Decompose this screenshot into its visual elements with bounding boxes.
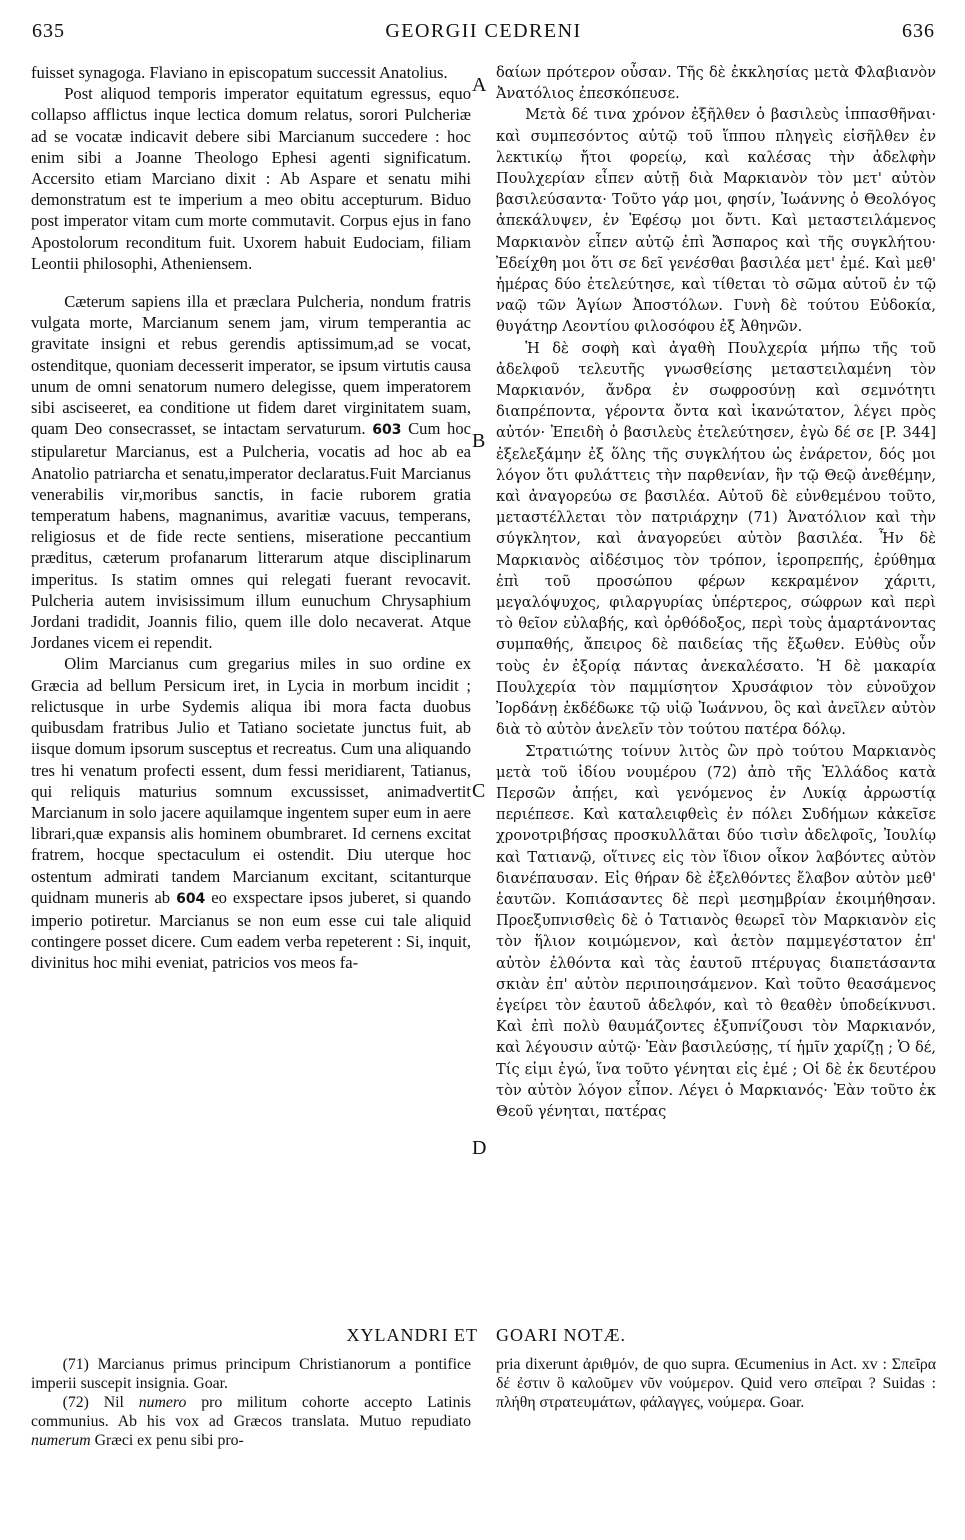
latin-paragraph: fuisset synagoga. Flaviano in episcopatum successit Anatolius. [31,63,448,82]
running-header [32,20,935,50]
greek-paragraph: δαίων πρότερον οὖσαν. Τῆς δὲ ἐκκλησίας μετὰ Φλαβιανὸν Ἀνατόλιος ἐπεσκόπευσε. [496,64,936,103]
notes-heading [31,1325,936,1349]
footnote-text: pro militum cohorte accepto Latinis communius. Ab his vox ad Græcos translata. Mutuo repudiato [31,1394,472,1430]
margin-letter-b: B [472,430,486,452]
notes-left-column [31,1355,471,1450]
latin-text: Olim Marcianus cum gregarius miles in suo ordine ex Græcia ad bellum Persicum iret, in Lycia in morbum incidit ; relictusque in urbe Sydemis aliqua ibi mora facta duobus quibusdam fratribus Julio et Tatiano societate junctus fuit, ab iisque domum ipsorum susceptus et recreatus. Cum una aliquando tres hi venatum profecti essent, dum fessi meridiarent, Tatianus, qui reliquis maturius somnum excussisset, animadvertit Marcianum in solo jacere aquilamque ingentem super eum in aere librari,quæ expansis alis hominem obumbraret. Id cernens excitat fratrem, hocque spectaculum ei ostendit. Diu uterque hoc ostentum admirati tandem Marcianum excitant, scitanturque quidnam muneris ab [31,654,471,907]
greek-paragraph [496,338,936,741]
running-title: GEORGII CEDRENI [385,20,582,42]
page-marker: [P. 344] [879,424,937,442]
folio-marker: 603 [372,422,402,439]
margin-letter-a: A [472,74,487,96]
page-number-left: 635 [32,20,65,42]
latin-paragraph [31,653,471,973]
greek-paragraph: Μετὰ δέ τινα χρόνον ἐξῆλθεν ὁ βασιλεὺς ἱππασθῆναι· καὶ συμπεσόντος αὐτῷ τοῦ ἵππου πληγεὶς εἰσῆλθεν ἐν λεκτικίῳ ἤτοι φορείῳ, καὶ καλέσας τὴν ἀδελφὴν Πουλχερίαν εἶπεν αὐτῇ διὰ Μαρκιανὸν τὸν μετ' αὐτὸν βασιλεύσαντα· Τοῦτο γάρ μοι, φησίν, Ἰωάννης ὁ Θεολόγος ἀπεκάλυψεν, ἐν Ἐφέσῳ μοι ὄντι. Καὶ μεταστειλάμενος Μαρκιανὸν εἶπεν αὐτῷ ἐπὶ Ἄσπαρος καὶ τῆς συγκλήτου· Ἐδείχθη μοι ὅτι σε δεῖ γενέσθαι βασιλέα μετ' ἐμέ. Καὶ μεθ' ἡμέρας δύο ἐτελεύτησε, καὶ τίθεται τὸ σῶμα αὐτοῦ ἐν τῷ ναῷ τῶν Ἁγίων Ἀποστόλων. Γυνὴ δὲ τούτου Εὐδοκία, θυγάτηρ Λεοντίου φιλοσόφου ἐξ Ἀθηνῶν. [496,106,936,336]
greek-column [496,62,936,1122]
latin-text: eo exspectare ipsos juberet, si quando imperio potiretur. Marcianus se non eum esse cui tale aliquid contingere posset dicere. Cum eadem verba repeterent : Si, inquit, divinitus hoc mihi eveniat, patricios vos meos fa- [31,887,471,973]
greek-paragraph: Στρατιώτης τοίνυν λιτὸς ὢν πρὸ τούτου Μαρκιανὸς μετὰ τοῦ ἰδίου νουμέρου (72) ἀπὸ τῆς Ἑλλάδος κατὰ Περσῶν ἀπῄει, καὶ γενόμενος ἐν Λυκίᾳ ἀρρωστίᾳ περιέπεσε. Καὶ καταλειφθεὶς ἐν πόλει Συδήμων κἀκεῖσε χρονοτριβήσας προσκυλλᾶται δύο τισὶν ἀδελφοῖς, Ἰουλίῳ καὶ Τατιανῷ, οἵτινες εἰς τὸν ἴδιον οἶκον λαβόντες αὐτὸν διανέπαυσαν. Εἰς θήραν δὲ ἐξελθόντες ἔλαβον αὐτὸν μεθ' ἑαυτῶν. Κοπιάσαντες δὲ περὶ μεσημβρίαν ἐκοιμήθησαν. Προεξυπνισθεὶς δὲ ὁ Τατιανὸς θεωρεῖ τὸν Μαρκιανὸν εἰς τὸν ἥλιον κοιμώμενον, καὶ ἀετὸν παμμεγέστατον ἐπ' αὐτὸν ἐλθόντα καὶ τὰς ἑαυτοῦ πτέρυγας διαπετάσαντα σκιὰν ἐπ' αὐτὸν περιποιησάμενον. Καὶ τοῦτο θεασάμενος ἐγείρει τὸν ἑαυτοῦ ἀδελφόν, καὶ τὸ θεαθὲν ὑποδείκνυσι. Καὶ ἐπὶ πολὺ θαυμάζοντες ἐξυπνίζουσι τὸν Μαρκιανόν, καὶ λέγουσιν αὐτῷ· Ἐὰν βασιλεύσῃς, τί ἡμῖν χαρίζῃ ; Ὁ δέ, Τίς εἰμι ἐγώ, ἵνα τοῦτο γένηται εἰς ἐμέ ; Οἱ δὲ ἐκ δευτέρου τὸν αὐτὸν λόγον εἶπον. Λέγει ὁ Μαρκιανός· Ἐὰν τοῦτο ἐκ Θεοῦ γένηται, πατέρας [496,742,936,1120]
footnote-emphasis: numero [138,1394,187,1411]
page-number-right: 636 [902,20,935,42]
latin-paragraph: Post aliquod temporis imperator equitatum egressus, equo collapso afflictus inque lectica domum relatus, sorori Pulcheriæ ad se vocatæ indicavit debere sibi Marcianum succedere : hoc enim sibi a Joanne Theologo Ephesi agenti significatum. Accersito etiam Marciano dixit : Ab Aspare et senatu mihi demonstratum est te imperium a meo obitu accepturum. Biduo post imperator vitam cum morte commutavit. Corpus ejus in fano Apostolorum reconditum fuit. Uxorem habuit Eudociam, filiam Leontii philosophi, Atheniensem. [31,84,471,273]
latin-column [31,62,471,974]
notes-heading-left: XYLANDRI ET [346,1325,478,1345]
folio-marker: 604 [176,890,206,907]
notes-right-column [496,1355,936,1412]
latin-text: Cum hoc stipularetur Marcianus, est a Pulcheria, vocatis ad hoc ab ea Anatolio patriarcha et senatu,imperator declaratus.Fuit Marcianus venerabilis vir,moribus sanctis, in facie ruborem gratia temperatum habens, magnanimus, avaritiæ vacuus, temperans, religiosus et de fide recte sentiens, miseratione peccantium præditus, cæterum profanarum litterarum atque disciplinarum imperitus. Is statim omnes qui relegati fuerant revocavit. Pulcheria autem invisissimum illum eunuchum Chrysaphium Jordani tradidit, Joannis filio, quem ille dolo necaverat. Atque Jordanes vicem ei rependit. [31,419,471,653]
greek-text: ἐξελεξάμην ἐξ ὅλης τῆς συγκλήτου ὡς ἐνάρετον, δός μοι λόγον ὅτι φυλάττεις τὴν παρθενίαν, ἣν τῷ Θεῷ ἀνεθέμην, καὶ ἀναγορεύω σε βασιλέα. Αὐτοῦ δὲ εὐνθεμένου τοῦτο, μεταστέλλεται τὸν πατριάρχην (71) Ἀνατόλιον καὶ τὴν σύγκλητον, καὶ ἀναγορεύει αὐτὸν βασιλέα. Ἦν δὲ Μαρκιανὸς αἰδέσιμος τὸν τρόπον, ἱεροπρεπής, ἐρύθημα ἐπὶ τοῦ προσώπου φέρων κεκραμένον χάριτι, μεγαλόψυχος, φιλαργυρίας ὑπέρτερος, σώφρων καὶ περὶ τὸ θεῖον εὐλαβής, καὶ ὀρθόδοξος, περὶ τοὺς ἁμαρτάνοντας συμπαθής, ἄπειρος δὲ παιδείας τῆς ἔξωθεν. Εὐθὺς οὖν τοὺς ἐν ἐξορίᾳ πάντας ἀνεκαλέσατο. Ἡ δὲ μακαρία Πουλχερία τὸν παμμίσητον Χρυσάφιον τὸν εὐνοῦχον Ἰορδάνῃ ἐκδέδωκε τῷ υἱῷ Ἰωάννου, ὃς καὶ ἀνεῖλεν αὐτὸν διὰ τὸ αὐτὸν ἀνελεῖν τὸν τούτου πατέρα δόλῳ. [496,445,936,739]
footnote-text: Græci ex penu sibi pro- [94,1432,244,1449]
greek-text: Ἡ δὲ σοφὴ καὶ ἀγαθὴ Πουλχερία μήπω τῆς τοῦ ἀδελφοῦ τελευτῆς γνωσθείσης μεταστειλαμένη τὸν Μαρκιανόν, ἄνδρα ἐν σωφροσύνῃ καὶ σεμνότητι διαπρέποντα, γέροντα ὄντα καὶ ἱκανώτατον, λέγει πρὸς αὐτόν· Ἐπειδὴ ὁ βασιλεὺς ἐτελεύτησεν, ἐγὼ δέ σε [496,339,936,442]
notes-heading-right: GOARI NOTÆ. [496,1325,626,1345]
footnote-emphasis: numerum [31,1432,91,1449]
margin-letter-d: D [472,1137,487,1159]
footnote-text: (72) Nil [62,1394,124,1411]
latin-paragraph [31,291,471,653]
footnote: pria dixerunt ἀριθμόν, de quo supra. Œcumenius in Act. xv : Σπεῖρα δέ ἐστιν ὃ καλοῦμεν νῦν νούμερον. Quid vero σπεῖραι ? Suidas : πλήθη στρατευμάτων, φάλαγγες, νούμερα. Goar. [496,1356,936,1411]
footnote: (71) Marcianus primus principum Christianorum a pontifice imperii suscepit insignia. Goar. [31,1356,471,1392]
footnote [31,1393,471,1450]
latin-text: Cæterum sapiens illa et præclara Pulcheria, nondum fratris vulgata morte, Marcianum senem jam, virum temperantia ac gravitate insigni et rebus gerendis aptissimum,ad se vocat, ostenditque, quoniam decesserit imperator, se ipsum virtutis causa unum de omni senatorum numero delegisse, quem imperatorem sibi asciseeret, ea conditione ut fidem daret virginitatem suam, quam Deo consecrasset, se intactam servaturum. [31,292,471,439]
margin-letter-c: C [472,780,486,802]
